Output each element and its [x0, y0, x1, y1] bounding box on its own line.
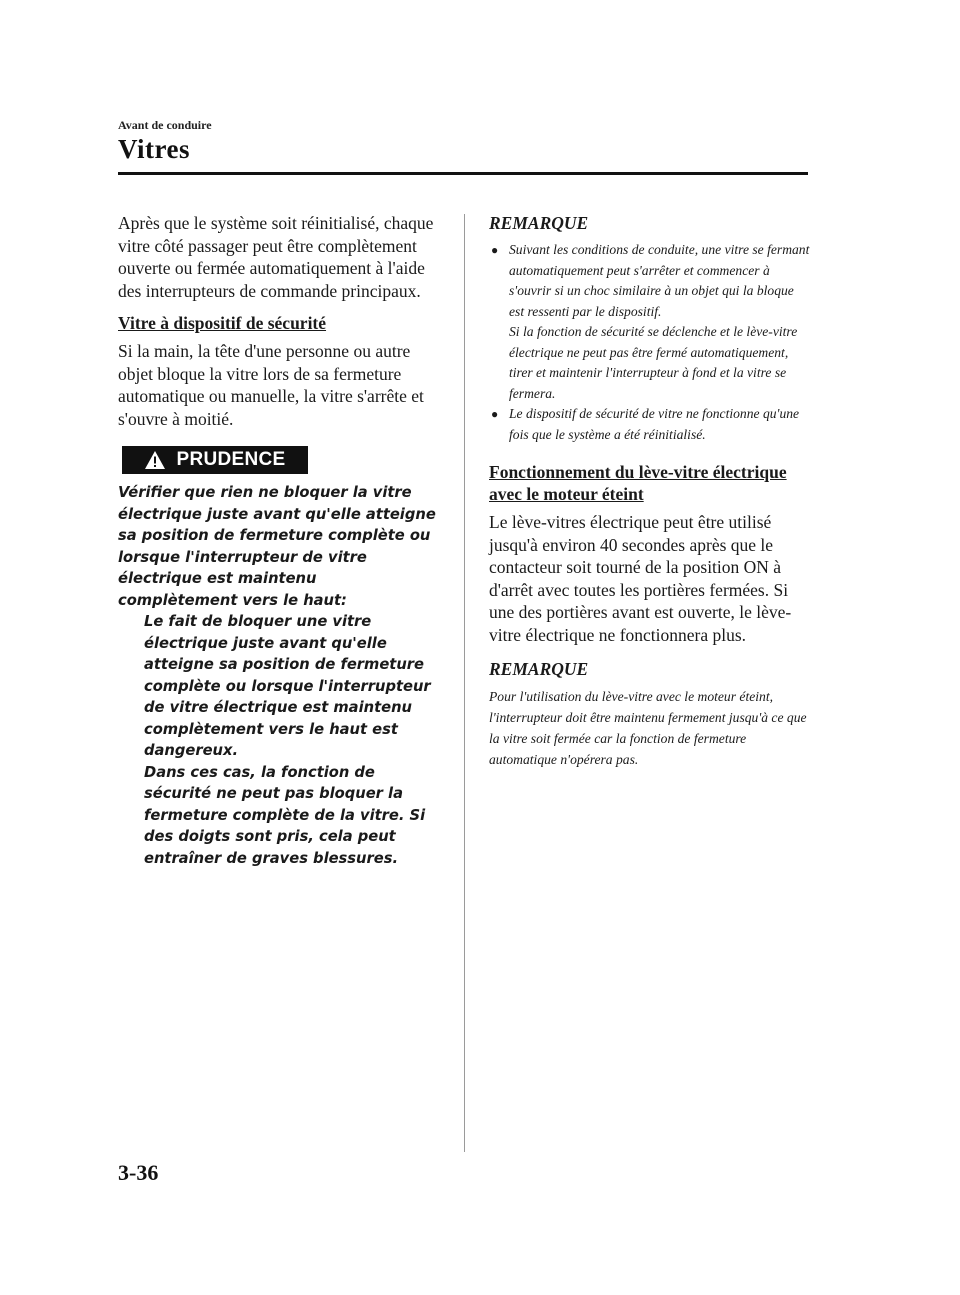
column-divider: [464, 214, 465, 1152]
caution-label: PRUDENCE: [176, 449, 286, 470]
page-number: 3-36: [118, 1160, 159, 1185]
intro-paragraph: Après que le système soit réinitialisé, chaque vitre côté passager peut être complètement ouverte ou fermée automatiquement à l'aide des interrupteurs de commande principaux.: [118, 213, 434, 301]
caution-detail-1: Le fait de bloquer une vitre électrique juste avant qu'elle atteigne sa position de fermeture complète ou lorsque l'interrupteur de vitre électrique est maintenu complètement vers le haut est dangereux.: [144, 613, 431, 759]
note-list: [489, 240, 811, 445]
engine-off-subheading: Fonctionnement du lève-vitre électrique avec le moteur éteint: [489, 462, 787, 504]
caution-banner: [122, 446, 308, 474]
note-item-text: Le dispositif de sécurité de vitre ne fonctionne qu'une fois que le système a été réinitialisé.: [509, 406, 800, 442]
bullet-icon: ●: [491, 407, 499, 421]
caution-detail-2: Dans ces cas, la fonction de sécurité ne peut pas bloquer la fermeture complète de la vitre. Si des doigts sont pris, cela peut entraîner de graves blessures.: [144, 763, 426, 867]
engine-off-paragraph: Le lève-vitres électrique peut être utilisé jusqu'à environ 40 secondes après que le contacteur soit tourné de la position ON à d'arrêt avec toutes les portières fermées. Si une des portières avant est ouverte, le lève-vitre électrique ne fonctionnera plus.: [489, 512, 792, 645]
bullet-icon: ●: [491, 243, 499, 257]
right-column: [489, 212, 811, 770]
caution-box: [118, 446, 440, 869]
section-label: Avant de conduire: [118, 118, 212, 132]
left-column: [118, 212, 440, 879]
page-title: Vitres: [118, 134, 190, 164]
note-heading: REMARQUE: [489, 659, 589, 679]
note-list-item: [489, 240, 811, 404]
note-item-text: Suivant les conditions de conduite, une vitre se fermant automatiquement peut s'arrêter et commencer à s'ouvrir si un choc similaire à un objet qui la bloque est ressenti par le dispositif.: [509, 242, 810, 319]
caution-lead: Vérifier que rien ne bloquer la vitre électrique juste avant qu'elle atteigne sa position de fermeture complète ou lorsque l'interrupteur de vitre électrique est maintenu complètement vers le haut:: [118, 484, 436, 609]
note-list-item: [489, 404, 811, 445]
safety-subheading: Vitre à dispositif de sécurité: [118, 313, 327, 333]
note-heading: REMARQUE: [489, 213, 589, 233]
note-item-text: Si la fonction de sécurité se déclenche et le lève-vitre électrique ne peut pas être fermé automatiquement, tirer et maintenir l'interrupteur à fond et la vitre se fermera.: [509, 324, 798, 401]
safety-paragraph: Si la main, la tête d'une personne ou autre objet bloque la vitre lors de sa fermeture automatique ou manuelle, la vitre s'arrête et s'ouvre à moitié.: [118, 341, 424, 429]
title-rule: [118, 172, 808, 175]
note-text: Pour l'utilisation du lève-vitre avec le moteur éteint, l'interrupteur doit être maintenu fermement jusqu'à ce que la vitre soit fermée car la fonction de fermeture automatique n'opérera pas.: [489, 689, 807, 767]
warning-icon: [144, 450, 166, 470]
